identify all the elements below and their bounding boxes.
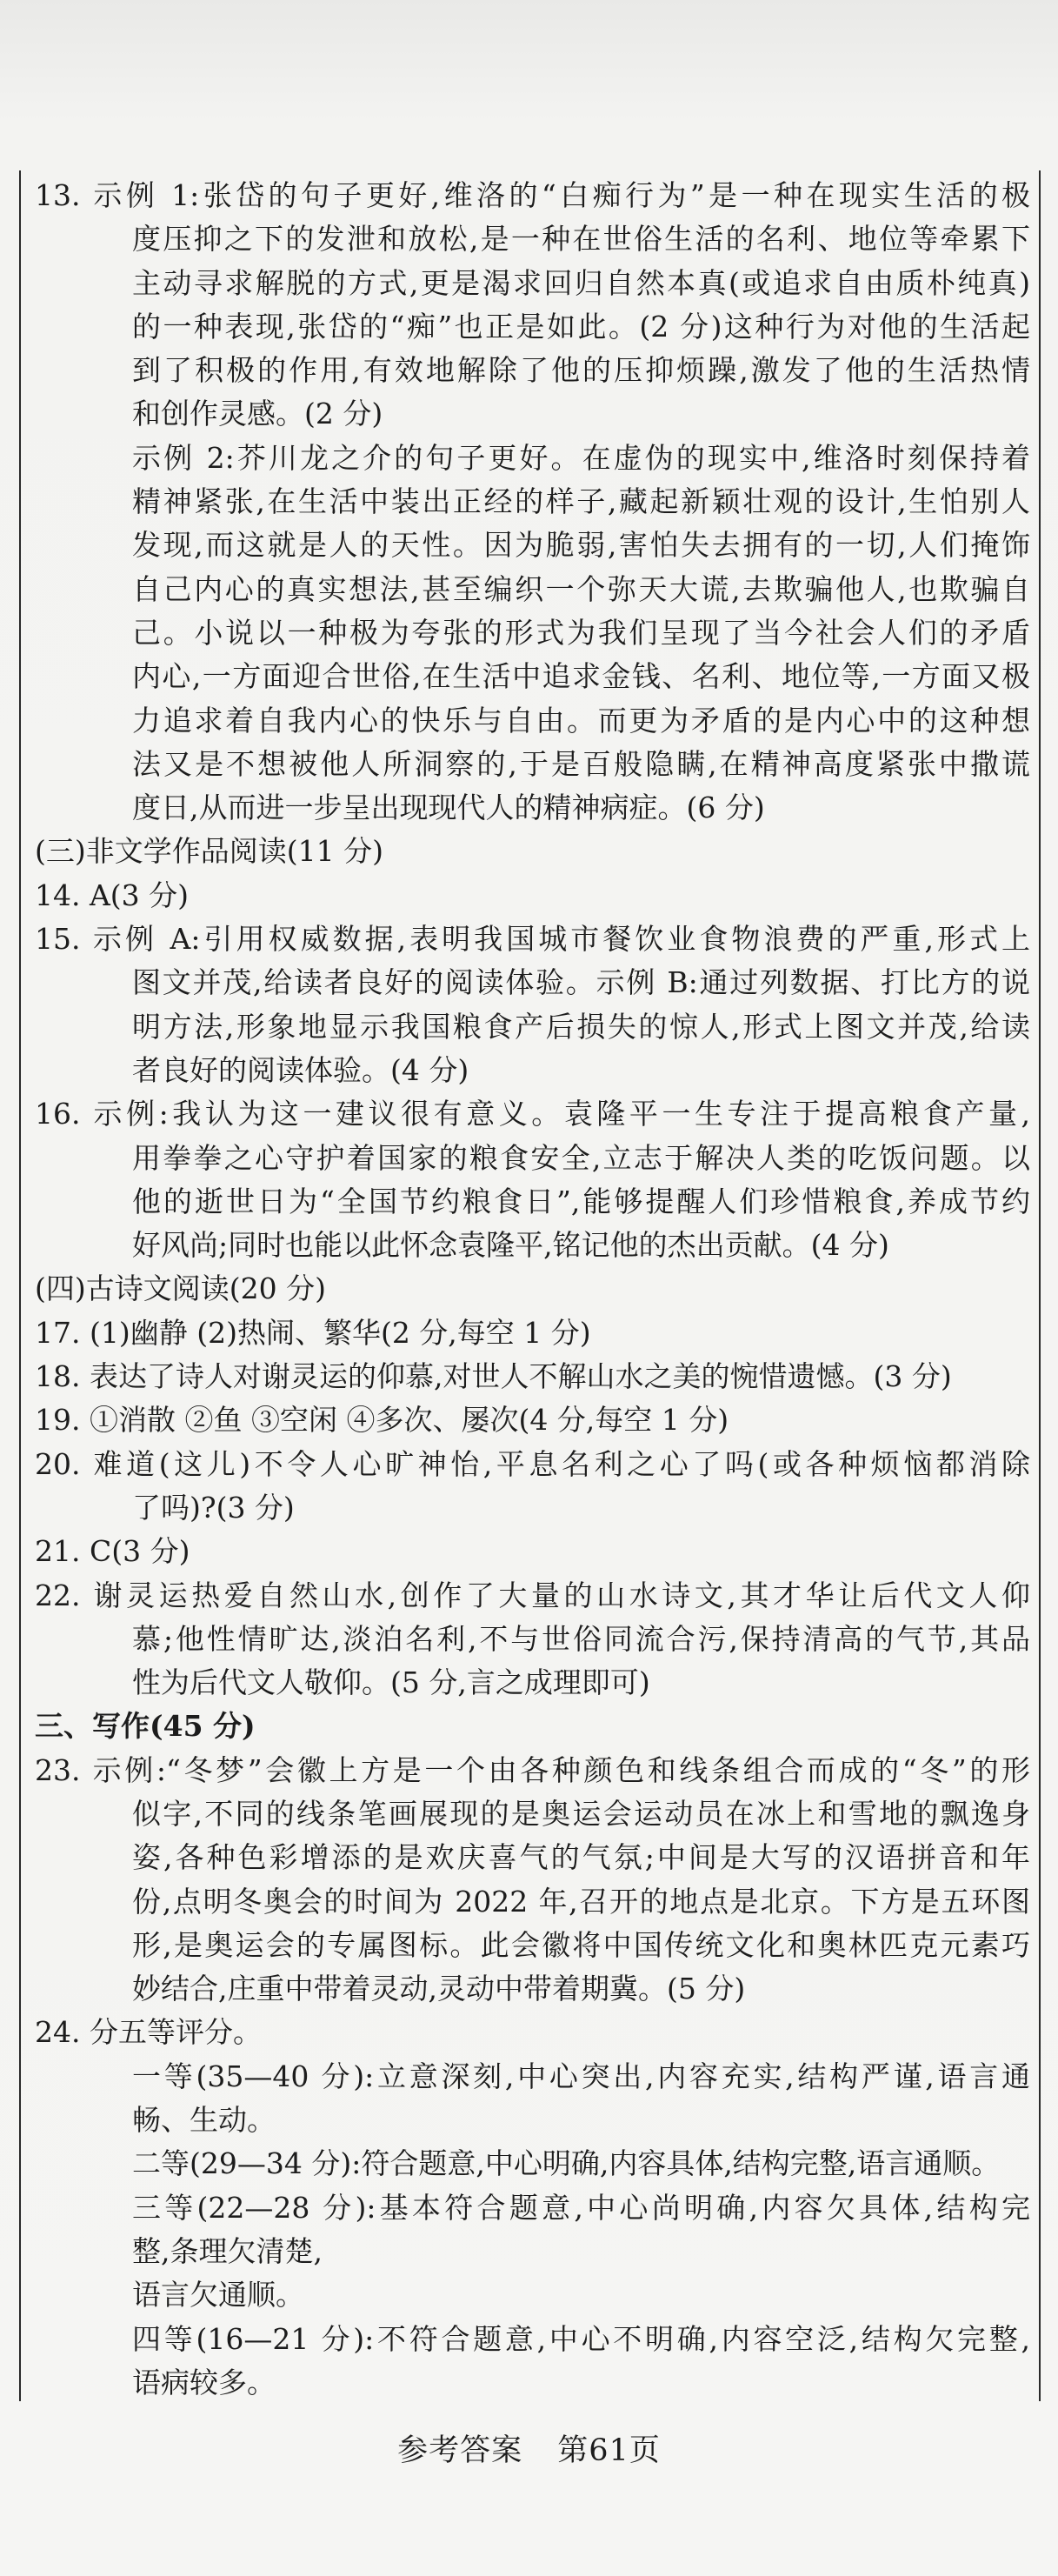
text-line: 精神紧张,在生活中装出正经的样子,藏起新颖壮观的设计,生怕别人 xyxy=(132,484,1030,519)
text-line: 和创作灵感。(2 分) xyxy=(132,397,383,431)
text-line: 度日,从而进一步呈出现现代人的精神病症。(6 分) xyxy=(132,791,765,825)
text-line: 18. 表达了诗人对谢灵运的仰慕,对世人不解山水之美的惋惜遗憾。(3 分) xyxy=(35,1359,952,1394)
text-line: 16. 示例:我认为这一建议很有意义。袁隆平一生专注于提高粮食产量, xyxy=(35,1097,1030,1131)
text-line: 慕;他性情旷达,淡泊名利,不与世俗同流合污,保持清高的气节,其品 xyxy=(132,1621,1030,1656)
text-line: 一等(35—40 分):立意深刻,中心突出,内容充实,结构严谨,语言通 xyxy=(132,2059,1030,2093)
text-line: 20. 难道(这儿)不令人心旷神怡,平息名利之心了吗(或各种烦恼都消除 xyxy=(35,1446,1030,1481)
text-line: 13. 示例 1:张岱的句子更好,维洛的“白痴行为”是一种在现实生活的极 xyxy=(35,178,1030,212)
text-line: 14. A(3 分) xyxy=(35,878,190,912)
text-line: 整,条理欠清楚, xyxy=(132,2233,323,2268)
text-line: 度压抑之下的发泄和放松,是一种在世俗生活的名利、地位等牵累下 xyxy=(132,222,1030,257)
text-line: 性为后代文人敬仰。(5 分,言之成理即可) xyxy=(132,1665,650,1700)
text-line: (三)非文学作品阅读(11 分) xyxy=(35,834,383,869)
text-line: 了吗)?(3 分) xyxy=(132,1490,295,1525)
text-line: 用拳拳之心守护着国家的粮食安全,立志于解决人类的吃饭问题。以 xyxy=(132,1140,1030,1175)
text-line: 己。小说以一种极为夸张的形式为我们呈现了当今社会人们的矛盾 xyxy=(132,615,1030,650)
text-line: 19. ①消散 ②鱼 ③空闲 ④多次、屡次(4 分,每空 1 分) xyxy=(35,1403,729,1438)
text-line: (四)古诗文阅读(20 分) xyxy=(35,1271,326,1306)
text-line: 力追求着自我内心的快乐与自由。而更为矛盾的是内心中的这种想 xyxy=(132,703,1030,737)
text-line: 24. 分五等评分。 xyxy=(35,2015,262,2050)
text-line: 内心,一方面迎合世俗,在生活中追求金钱、名利、地位等,一方面又极 xyxy=(132,659,1030,694)
text-line: 三、写作(45 分) xyxy=(35,1709,256,1744)
text-line: 者良好的阅读体验。(4 分) xyxy=(132,1052,469,1087)
text-line: 语病较多。 xyxy=(132,2365,276,2399)
text-line: 三等(22—28 分):基本符合题意,中心尚明确,内容欠具体,结构完 xyxy=(132,2190,1030,2225)
text-line: 17. (1)幽静 (2)热闹、繁华(2 分,每空 1 分) xyxy=(35,1315,591,1350)
page-footer xyxy=(0,2426,1058,2470)
text-line: 好风尚;同时也能以此怀念袁隆平,铭记他的杰出贡献。(4 分) xyxy=(132,1228,889,1263)
text-line: 法又是不想被他人所洞察的,于是百般隐瞒,在精神高度紧张中撒谎 xyxy=(132,746,1030,781)
right-margin-rule xyxy=(1039,170,1041,2401)
text-line: 他的逝世日为“全国节约粮食日”,能够提醒人们珍惜粮食,养成节约 xyxy=(132,1184,1030,1218)
footer-title: 参考答案 xyxy=(397,2433,523,2468)
text-line: 示例 2:芥川龙之介的句子更好。在虚伪的现实中,维洛时刻保持着 xyxy=(132,440,1030,475)
text-line: 份,点明冬奥会的时间为 2022 年,召开的地点是北京。下方是五环图 xyxy=(132,1884,1030,1919)
text-line: 语言欠通顺。 xyxy=(132,2278,304,2312)
text-line: 主动寻求解脱的方式,更是渴求回归自然本真(或追求自由质朴纯真) xyxy=(132,265,1030,300)
text-line: 21. C(3 分) xyxy=(35,1534,190,1569)
page-number: 第61页 xyxy=(557,2433,661,2468)
text-line: 15. 示例 A:引用权威数据,表明我国城市餐饮业食物浪费的严重,形式上 xyxy=(35,922,1030,957)
text-line: 姿,各种色彩增添的是欢庆喜气的气氛;中间是大写的汉语拼音和年 xyxy=(132,1840,1030,1875)
text-line: 的一种表现,张岱的“痴”也正是如此。(2 分)这种行为对他的生活起 xyxy=(132,309,1030,344)
text-line: 自己内心的真实想法,甚至编织一个弥天大谎,去欺骗他人,也欺骗自 xyxy=(132,571,1030,606)
text-line: 似字,不同的线条笔画展现的是奥运会运动员在冰上和雪地的飘逸身 xyxy=(132,1796,1030,1831)
text-line: 四等(16—21 分):不符合题意,中心不明确,内容空泛,结构欠完整, xyxy=(132,2321,1030,2356)
text-line: 妙结合,庄重中带着灵动,灵动中带着期冀。(5 分) xyxy=(132,1972,746,2006)
text-line: 22. 谢灵运热爱自然山水,创作了大量的山水诗文,其才华让后代文人仰 xyxy=(35,1578,1030,1612)
text-line: 23. 示例:“冬梦”会徽上方是一个由各种颜色和线条组合而成的“冬”的形 xyxy=(35,1752,1030,1787)
text-line: 形,是奥运会的专属图标。此会徽将中国传统文化和奥林匹克元素巧 xyxy=(132,1927,1030,1962)
answer-content xyxy=(35,174,1030,2405)
left-margin-rule xyxy=(19,170,21,2401)
text-line: 到了积极的作用,有效地解除了他的压抑烦躁,激发了他的生活热情 xyxy=(132,353,1030,388)
text-line: 明方法,形象地显示我国粮食产后损失的惊人,形式上图文并茂,给读 xyxy=(132,1009,1030,1044)
text-line: 发现,而这就是人的天性。因为脆弱,害怕失去拥有的一切,人们掩饰 xyxy=(132,528,1030,563)
text-line: 二等(29—34 分):符合题意,中心明确,内容具体,结构完整,语言通顺。 xyxy=(132,2146,1001,2181)
text-line: 畅、生动。 xyxy=(132,2103,276,2138)
text-line: 图文并茂,给读者良好的阅读体验。示例 B:通过列数据、打比方的说 xyxy=(132,965,1030,1000)
